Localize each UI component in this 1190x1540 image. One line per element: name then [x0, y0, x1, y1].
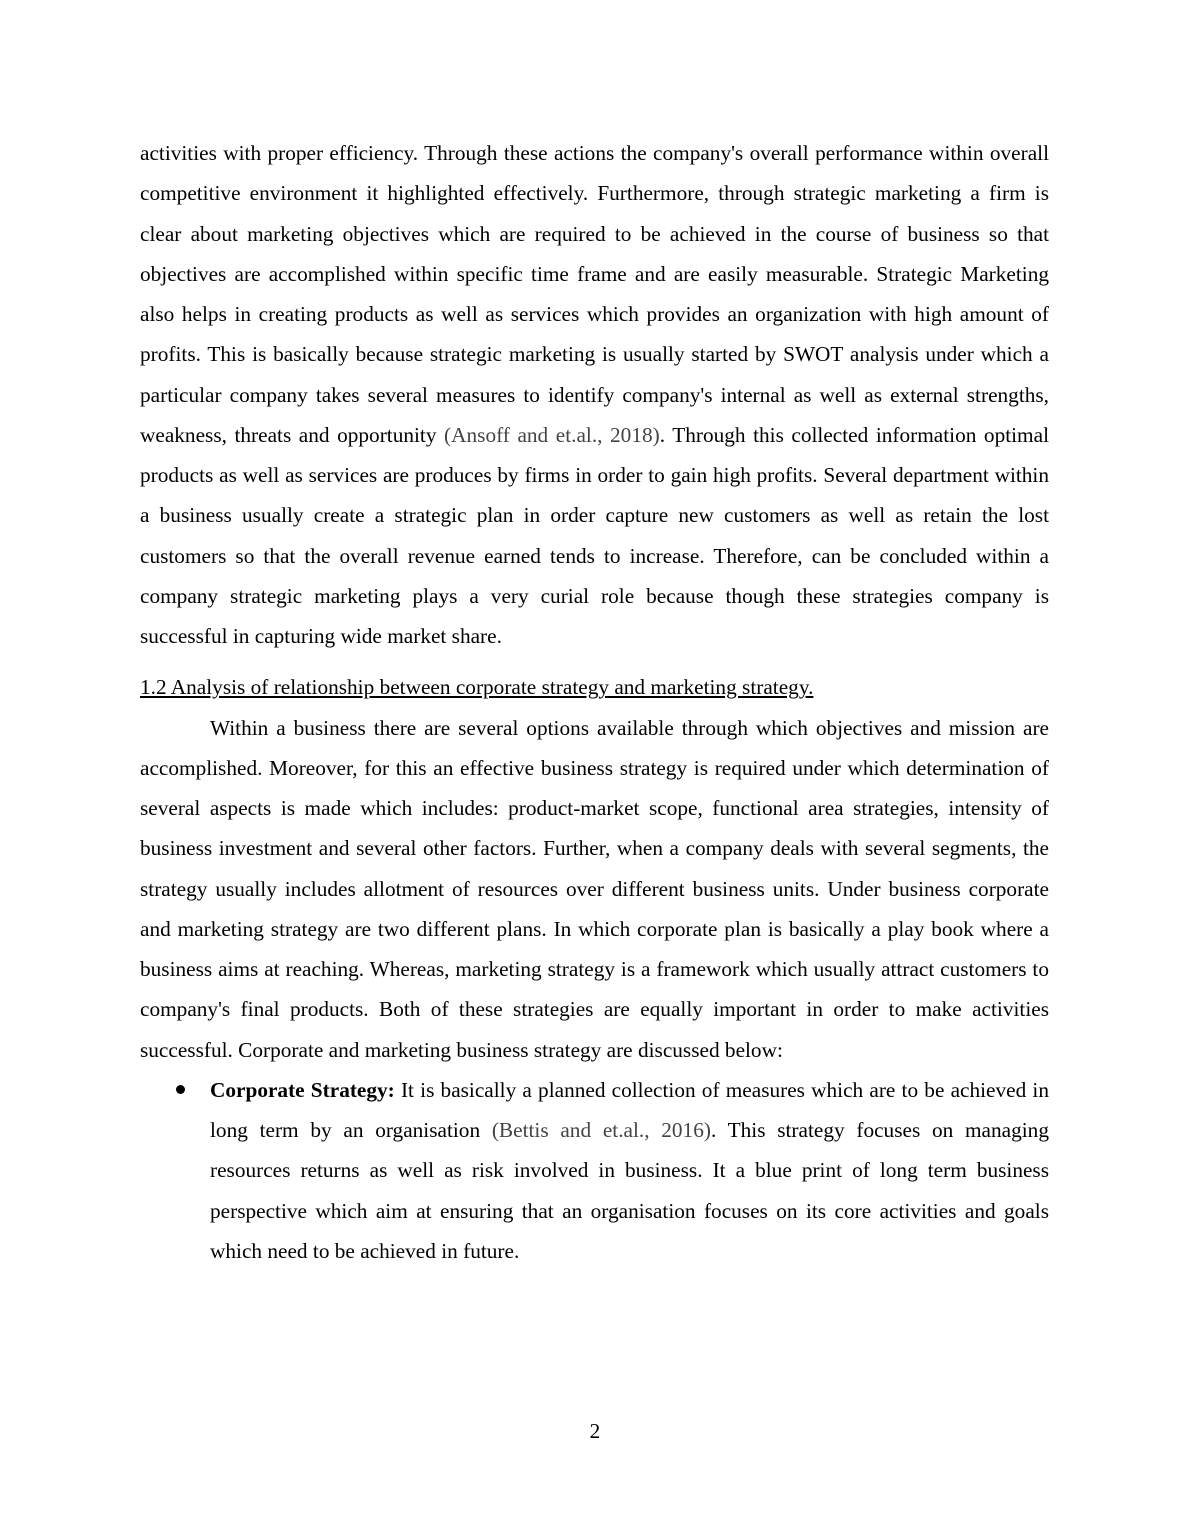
bullet-text-a: It is basically a planned collection of measures which are to be achieved in long term by an organisation — [210, 1077, 1049, 1142]
document-page — [140, 133, 1049, 1271]
bullet-text-b: . This strategy focuses on managing resources returns as well as risk involved in business. It a blue print of long term business perspective which aim at ensuring that an organisation focuses on its core activities and goals which need to be achieved in future. — [210, 1118, 1049, 1263]
list-item — [140, 1070, 1049, 1271]
bullet-term: Corporate Strategy: — [210, 1077, 395, 1102]
section-heading: 1.2 Analysis of relationship between corporate strategy and marketing strategy. — [140, 675, 814, 700]
page-number: 2 — [589, 1419, 601, 1443]
bullet-icon — [176, 1085, 185, 1094]
paragraph-1-text-b: . Through this collected information optimal products as well as services are produces by firms in order to gain high profits. Several department within a business usually create a strategic plan in order capture new customers as well as retain the lost customers so that the overall revenue earned tends to increase. Therefore, can be concluded within a company strategic marketing plays a very curial role because though these strategies company is successful in capturing wide market share. — [140, 422, 1049, 648]
citation-bettis: (Bettis and et.al., 2016) — [491, 1118, 711, 1142]
body-paragraph-2: Within a business there are several options available through which objectives and mission are accomplished. Moreover, for this an effective business strategy is required under which determination of several aspects is made which includes: product-market scope, functional area strategies, intensity of business investment and several other factors. Further, when a company deals with several segments, the strategy usually includes allotment of resources over different business units. Under business corporate and marketing strategy are two different plans. In which corporate plan is basically a play book where a business aims at reaching. Whereas, marketing strategy is a framework which usually attract customers to company's final products. Both of these strategies are equally important in order to make activities successful. Corporate and marketing business strategy are discussed below: — [140, 715, 1049, 1062]
bullet-list — [140, 1070, 1049, 1271]
paragraph-1-text-a: activities with proper efficiency. Through these actions the company's overall performance within overall competitive environment it highlighted effectively. Furthermore, through strategic marketing a firm is clear about marketing objectives which are required to be achieved in the course of business so that objectives are accomplished within specific time frame and are easily measurable. Strategic Marketing also helps in creating products as well as services which provides an organization with high amount of profits. This is basically because strategic marketing is usually started by SWOT analysis under which a particular company takes several measures to identify company's internal as well as external strengths, weakness, threats and opportunity — [140, 141, 1049, 447]
body-paragraph-1 — [140, 133, 1049, 656]
citation-ansoff: (Ansoff and et.al., 2018) — [444, 422, 660, 447]
